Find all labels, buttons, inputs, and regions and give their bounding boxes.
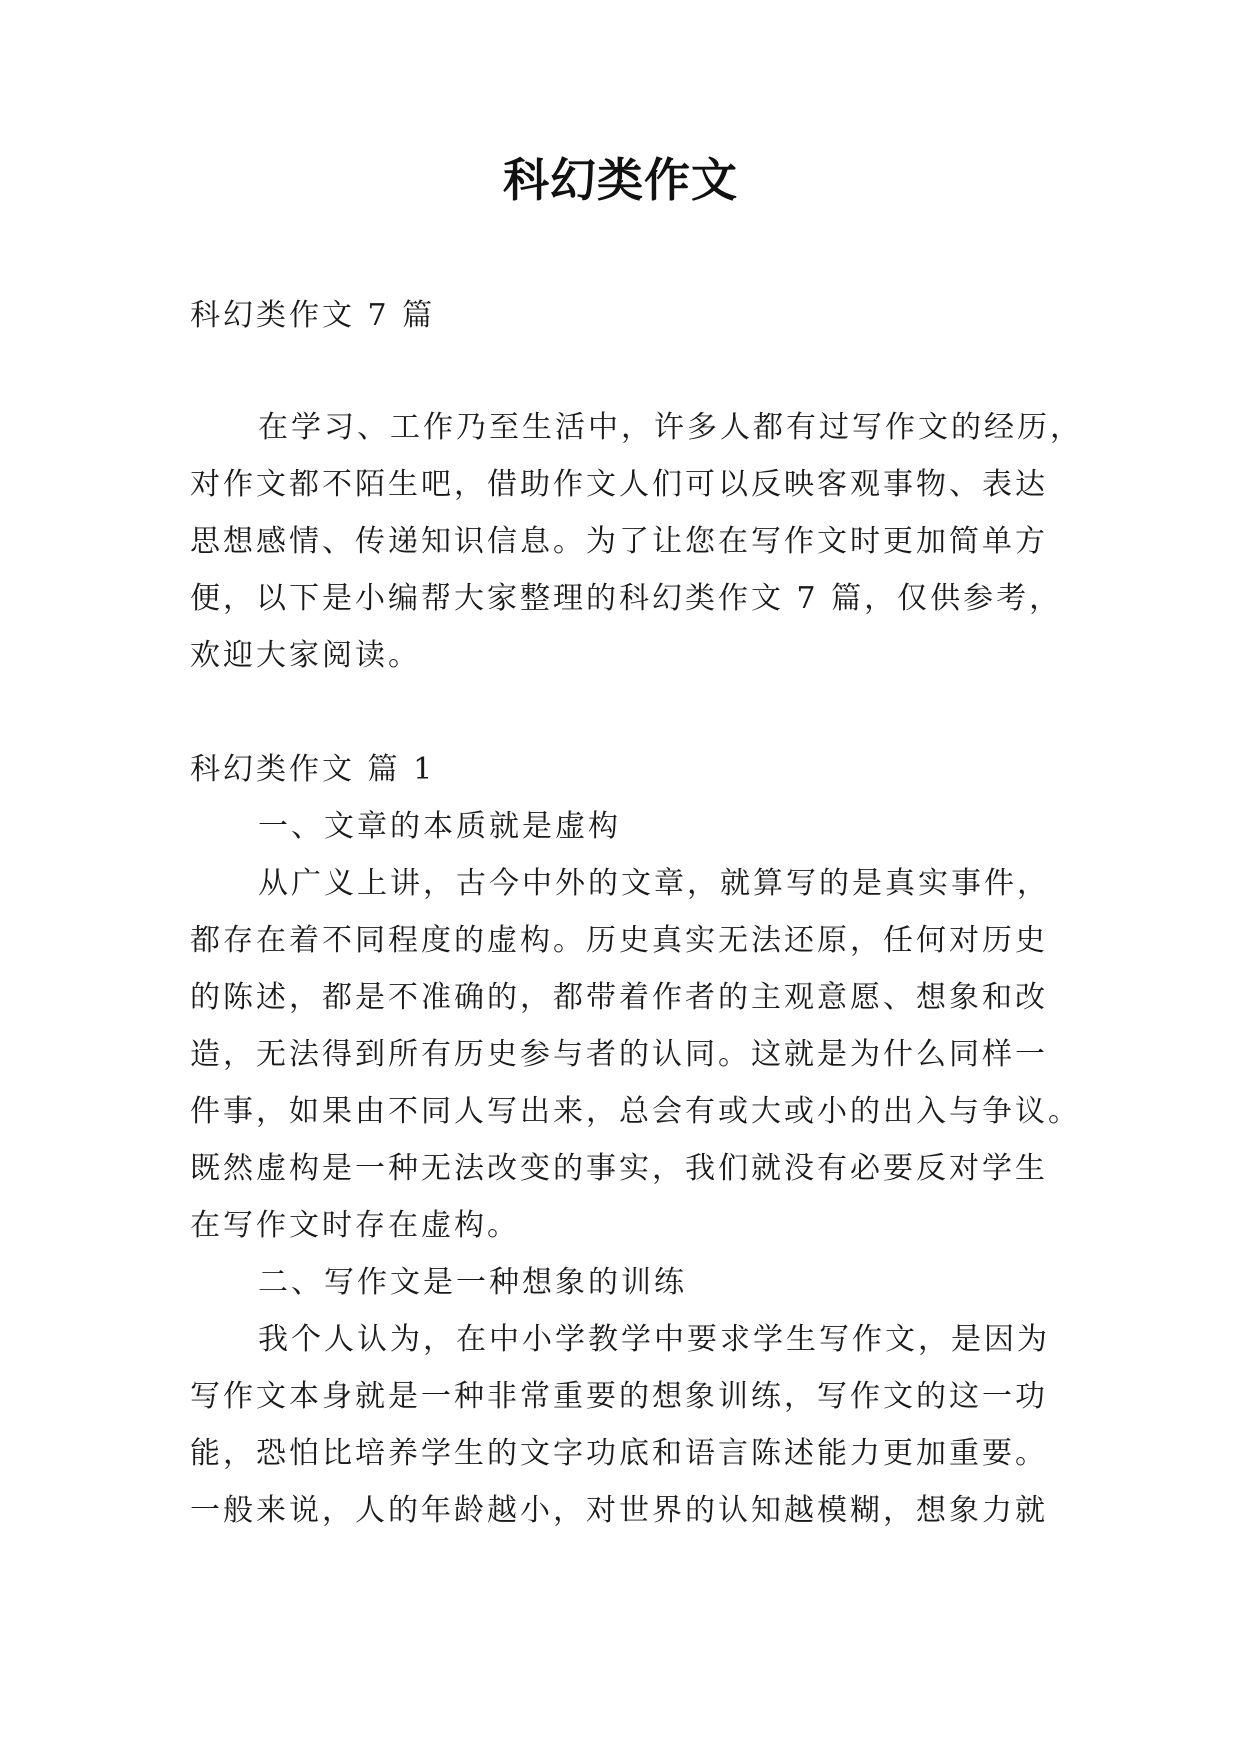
- intro-line: 对作文都不陌生吧，借助作文人们可以反映客观事物、表达: [190, 467, 1048, 502]
- point-title: 二、写作文是一种想象的训练: [258, 1265, 687, 1300]
- body-line: 既然虚构是一种无法改变的事实，我们就没有必要反对学生: [190, 1151, 1048, 1186]
- section-heading: 科幻类作文 篇 1: [190, 752, 436, 787]
- intro-line: 便，以下是小编帮大家整理的科幻类作文 7 篇，仅供参考，: [190, 581, 1063, 616]
- document-subtitle: 科幻类作文 7 篇: [190, 298, 436, 333]
- intro-line: 在学习、工作乃至生活中，许多人都有过写作文的经历，: [258, 410, 1083, 445]
- intro-line: 思想感情、传递知识信息。为了让您在写作文时更加简单方: [190, 524, 1048, 559]
- body-line: 从广义上讲，古今中外的文章，就算写的是真实事件，: [258, 866, 1050, 901]
- body-line: 都存在着不同程度的虚构。历史真实无法还原，任何对历史: [190, 923, 1048, 958]
- intro-line: 欢迎大家阅读。: [190, 638, 421, 673]
- body-line: 我个人认为，在中小学教学中要求学生写作文，是因为: [258, 1322, 1050, 1357]
- body-line: 件事，如果由不同人写出来，总会有或大或小的出入与争议。: [190, 1094, 1081, 1129]
- body-line: 造，无法得到所有历史参与者的认同。这就是为什么同样一: [190, 1037, 1048, 1072]
- point-title: 一、文章的本质就是虚构: [258, 809, 621, 844]
- body-line: 在写作文时存在虚构。: [190, 1208, 520, 1243]
- body-line: 写作文本身就是一种非常重要的想象训练，写作文的这一功: [190, 1379, 1048, 1414]
- body-line: 能，恐怕比培养学生的文字功底和语言陈述能力更加重要。: [190, 1436, 1048, 1471]
- body-line: 一般来说，人的年龄越小，对世界的认知越模糊，想象力就: [190, 1493, 1048, 1528]
- document-title: 科幻类作文: [503, 153, 738, 207]
- body-line: 的陈述，都是不准确的，都带着作者的主观意愿、想象和改: [190, 980, 1048, 1015]
